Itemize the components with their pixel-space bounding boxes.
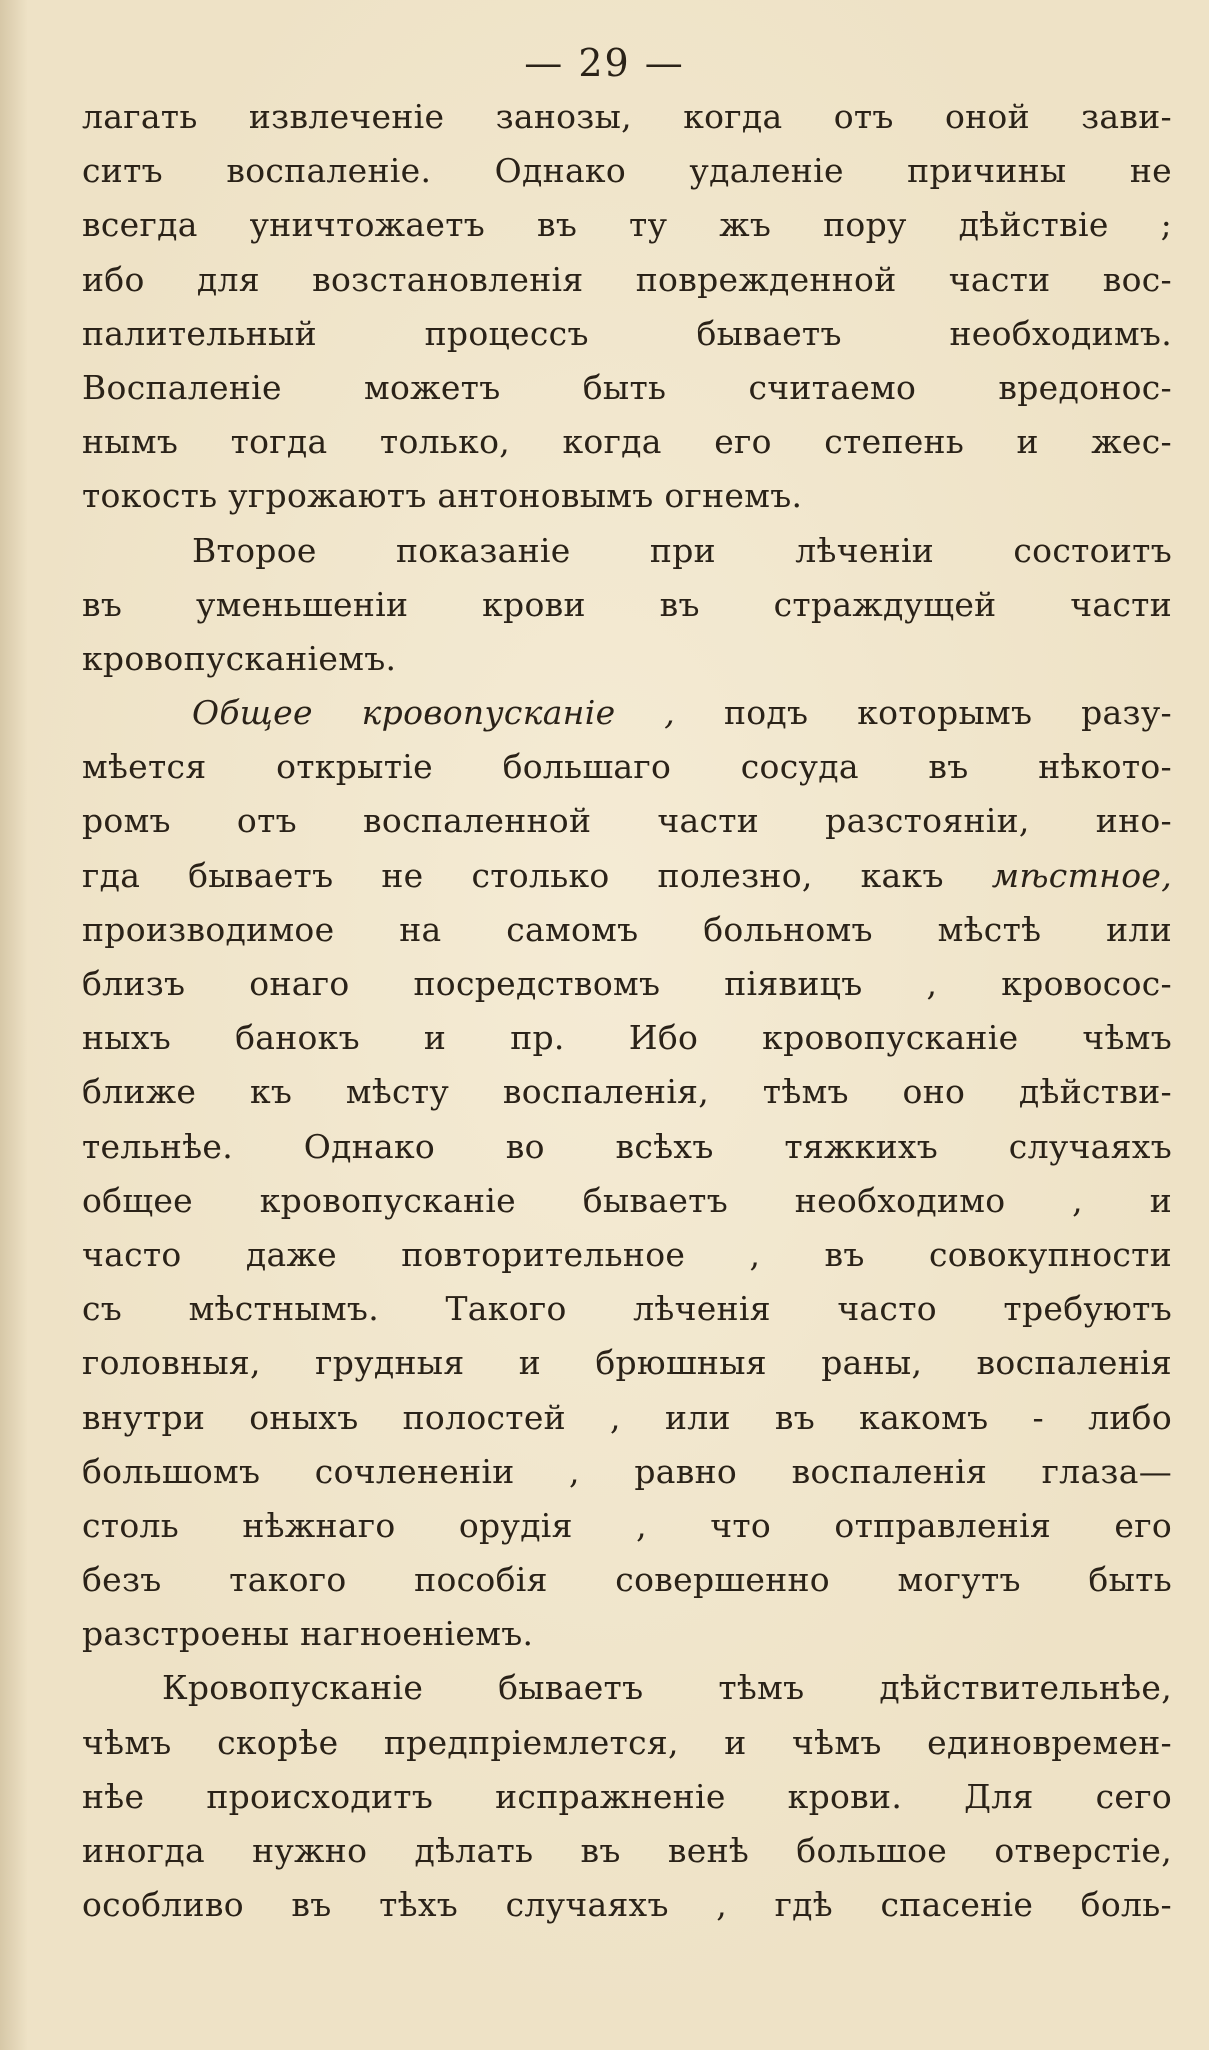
text-line-mixed	[82, 686, 1172, 740]
text-line: ситъ воспаленіе. Однако удаленіе причины не	[82, 151, 1172, 191]
text-line: въ уменьшеніи крови въ страждущей части	[82, 584, 1172, 624]
text-line: ближе къ мѣсту воспаленія, тѣмъ оно дѣйстви-	[82, 1072, 1172, 1112]
text-line: общее кровопусканіе бываетъ необходимо , и	[82, 1180, 1172, 1220]
text-line: кровопусканіемъ.	[82, 638, 397, 678]
text-line: иногда нужно дѣлать въ венѣ большое отверстіе,	[82, 1831, 1172, 1870]
text-line: ибо для возстановленія поврежденной части вос-	[82, 259, 1172, 299]
text-line: разстроены нагноеніемъ.	[82, 1614, 534, 1654]
text-line: Воспаленіе можетъ быть считаемо вредонос-	[82, 367, 1172, 407]
text-line: часто даже повторительное , въ совокупности	[82, 1234, 1172, 1274]
text-fragment: подъ которымъ разу-	[723, 693, 1172, 733]
text-line: безъ такого пособія совершенно могутъ быть	[82, 1560, 1172, 1600]
text-line: всегда уничтожаетъ въ ту жъ пору дѣйствіе ;	[82, 205, 1172, 245]
text-line: чѣмъ скорѣе предпріемлется, и чѣмъ единовремен-	[82, 1722, 1172, 1762]
text-line: большомъ сочлененіи , равно воспаленія глаза—	[82, 1451, 1172, 1491]
text-line: лагать извлеченіе занозы, когда отъ оной зави-	[82, 97, 1172, 136]
text-line: столь нѣжнаго орудія , что отправленія его	[82, 1505, 1172, 1545]
text-fragment: гда бываетъ не столько полезно, какъ	[82, 855, 944, 895]
text-line: ныхъ банокъ и пр. Ибо кровопусканіе чѣмъ	[82, 1018, 1172, 1058]
text-line-mixed	[82, 849, 1172, 903]
text-line: Кровопусканіе бываетъ тѣмъ дѣйствительнѣе,	[162, 1668, 1172, 1708]
text-line: Второе показаніе при лѣченіи состоитъ	[192, 530, 1172, 570]
text-line: мѣется открытіе большаго сосуда въ нѣкото-	[82, 747, 1172, 787]
italic-term: мѣстное,	[991, 855, 1172, 895]
page-number: — 29 —	[524, 41, 685, 85]
text-line: ромъ отъ воспаленной части разстояніи, ино-	[82, 801, 1172, 841]
text-line: съ мѣстнымъ. Такого лѣченія часто требуютъ	[82, 1289, 1172, 1329]
text-line: производимое на самомъ больномъ мѣстѣ или	[82, 909, 1172, 949]
text-line: нымъ тогда только, когда его степень и жес-	[82, 422, 1172, 462]
text-line: близъ онаго посредствомъ піявицъ , кровосос-	[82, 964, 1172, 1003]
italic-term: Общее кровопусканіе ,	[192, 693, 676, 733]
text-line: головныя, грудныя и брюшныя раны, воспаленія	[82, 1343, 1172, 1383]
text-line: токость угрожаютъ антоновымъ огнемъ.	[82, 476, 803, 516]
body-text	[82, 90, 1172, 1932]
text-line: палительный процессъ бываетъ необходимъ.	[82, 313, 1172, 353]
text-line: нѣе происходитъ испражненіе крови. Для сего	[82, 1776, 1172, 1816]
text-line: тельнѣе. Однако во всѣхъ тяжкихъ случаяхъ	[82, 1126, 1172, 1166]
text-line: внутри оныхъ полостей , или въ какомъ - либо	[82, 1397, 1172, 1437]
text-line: особливо въ тѣхъ случаяхъ , гдѣ спасеніе боль-	[82, 1885, 1172, 1925]
